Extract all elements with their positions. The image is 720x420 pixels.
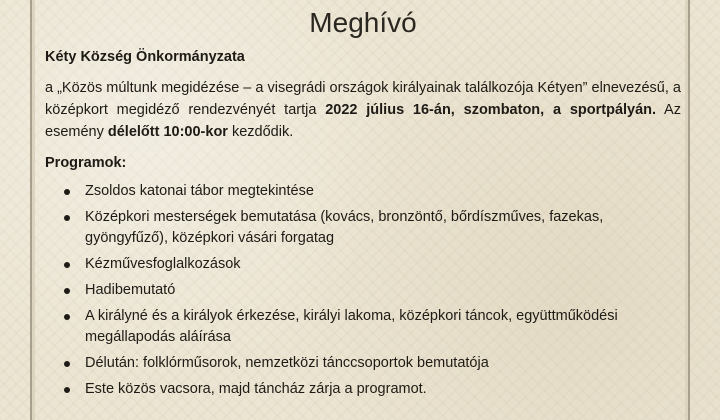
- program-list: [45, 181, 681, 400]
- program-item-text: Középkori mesterségek bemutatása (kovács, bronzöntő, bőrdíszműves, fazekas, gyöngyfűző), középkori vásári forgatag: [85, 209, 604, 246]
- bullet-icon: [64, 262, 70, 268]
- bullet-icon: [64, 215, 70, 221]
- invitation-document: [45, 0, 681, 405]
- bullet-icon: [64, 189, 70, 195]
- event-time: délelőtt 10:00-kor: [107, 124, 228, 140]
- list-item: [45, 280, 681, 301]
- list-item: [45, 379, 681, 400]
- list-item: [45, 353, 681, 374]
- program-item-text: Zsoldos katonai tábor megtekintése: [85, 183, 314, 199]
- programs-heading: Programok:: [45, 155, 127, 171]
- program-item-text: Hadibemutató: [85, 282, 176, 298]
- program-item-text: A királyné és a királyok érkezése, királyi lakoma, középkori táncok, együttműködési megállapodás aláírása: [85, 308, 618, 345]
- bullet-icon: [64, 387, 70, 393]
- bullet-icon: [64, 288, 70, 294]
- intro-paragraph: [45, 77, 681, 143]
- program-item-text: Kézművesfoglalkozások: [85, 256, 241, 272]
- intro-text-1: a „Közös múltunk megidézése – a visegrádi országok királyainak találkozója Kétyen” elnevezésű, a középkort megidéző rendezvényét tartja: [45, 80, 681, 118]
- page-title: Meghívó: [309, 7, 417, 38]
- bullet-icon: [64, 314, 70, 320]
- program-item-text: Délután: folklórműsorok, nemzetközi tánccsoportok bemutatója: [85, 355, 489, 371]
- bullet-icon: [64, 361, 70, 367]
- list-item: [45, 254, 681, 275]
- event-date-place: 2022 július 16-án, szombaton, a sportpályán.: [325, 102, 657, 118]
- program-item-text: Este közös vacsora, majd táncház zárja a programot.: [85, 381, 427, 397]
- list-item: [45, 207, 681, 249]
- intro-text-3: kezdődik.: [227, 124, 294, 140]
- organizer-name: Kéty Község Önkormányzata: [45, 49, 245, 65]
- list-item: [45, 181, 681, 202]
- intro-text-2: Az esemény: [45, 102, 681, 140]
- list-item: [45, 306, 681, 348]
